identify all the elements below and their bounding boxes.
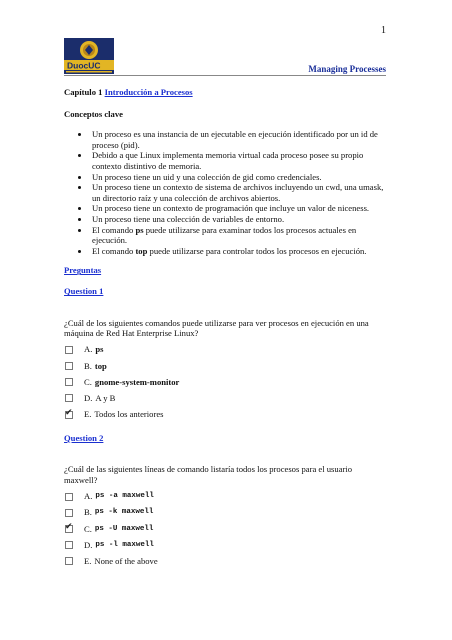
concept-item: • Un proceso tiene un uid y una colección de gid como credenciales. bbox=[90, 172, 386, 183]
question-2-title[interactable]: Question 2 bbox=[64, 432, 104, 443]
checkbox-icon[interactable] bbox=[65, 346, 73, 354]
chapter-prefix: Capítulo 1 bbox=[64, 87, 103, 97]
question-2-text: ¿Cuál de las siguientes líneas de comando listaría todos los procesos para el usuario maxwell? bbox=[64, 464, 353, 485]
ps-command: ps bbox=[135, 224, 144, 235]
page-number: 1 bbox=[381, 25, 386, 36]
concept-item-ps: • El comando ps puede utilizarse para examinar todos los procesos actuales en ejecución. bbox=[90, 225, 386, 246]
question-1-title[interactable]: Question 1 bbox=[64, 285, 104, 296]
checkbox-icon[interactable] bbox=[65, 378, 73, 386]
checkbox-icon[interactable] bbox=[65, 509, 73, 517]
question-2 bbox=[64, 433, 386, 570]
logo-text: DuocUC bbox=[67, 60, 101, 71]
question-1 bbox=[64, 286, 386, 423]
answer-option[interactable]: ✔ E. Todos los anteriores bbox=[64, 406, 386, 422]
answer-option[interactable]: A. ps -a maxwell bbox=[64, 488, 386, 504]
checkbox-icon[interactable] bbox=[65, 541, 73, 549]
answer-option[interactable]: B. ps -k maxwell bbox=[64, 505, 386, 521]
checkbox-icon[interactable] bbox=[65, 394, 73, 402]
concept-item: • Un proceso tiene un contexto de sistema de archivos incluyendo un cwd, una umask, un directorio raíz y una colección de archivos abiertos. bbox=[90, 182, 386, 203]
checked-checkbox-icon[interactable] bbox=[65, 525, 73, 533]
concept-item: • Debido a que Linux implementa memoria virtual cada proceso posee su propio contexto distintivo de memoria. bbox=[90, 150, 386, 171]
checkbox-icon[interactable] bbox=[65, 493, 73, 501]
checked-checkbox-icon[interactable] bbox=[65, 411, 73, 419]
question-1-text: ¿Cuál de los siguientes comandos puede utilizarse para ver procesos en ejecución en una máquina de Red Hat Enterprise Linux? bbox=[64, 317, 369, 339]
checkbox-icon[interactable] bbox=[65, 557, 73, 565]
question-2-options bbox=[64, 488, 386, 569]
document-body bbox=[64, 83, 386, 569]
header-divider bbox=[64, 75, 386, 76]
concept-item: • Un proceso tiene una colección de variables de entorno. bbox=[90, 214, 386, 225]
answer-option[interactable]: D. ps -l maxwell bbox=[64, 537, 386, 553]
answer-option[interactable]: C. gnome-system-monitor bbox=[64, 374, 386, 390]
answer-option[interactable]: ✔ C. ps -U maxwell bbox=[64, 521, 386, 537]
answer-option[interactable]: A. ps bbox=[64, 342, 386, 358]
chapter-heading bbox=[64, 87, 386, 98]
preguntas-heading[interactable]: Preguntas bbox=[64, 265, 102, 276]
concepts-heading: Conceptos clave bbox=[64, 108, 123, 119]
duocuc-logo bbox=[64, 38, 114, 74]
checkbox-icon[interactable] bbox=[65, 362, 73, 370]
concept-item: • Un proceso es una instancia de un ejecutable en ejecución identificado por un id de proceso (pid). bbox=[90, 129, 386, 150]
answer-option[interactable]: B. top bbox=[64, 358, 386, 374]
answer-option[interactable]: D. A y B bbox=[64, 390, 386, 406]
chapter-link[interactable]: Introducción a Procesos bbox=[104, 87, 193, 97]
answer-option[interactable]: E. None of the above bbox=[64, 553, 386, 569]
concept-item: • Un proceso tiene un contexto de programación que incluye un valor de niceness. bbox=[90, 203, 386, 214]
question-1-options bbox=[64, 342, 386, 423]
top-command: top bbox=[135, 245, 148, 256]
concept-item-top: • El comando top puede utilizarse para controlar todos los procesos en ejecución. bbox=[90, 246, 386, 257]
header-title: Managing Processes bbox=[308, 64, 386, 74]
concepts-list bbox=[64, 129, 386, 256]
